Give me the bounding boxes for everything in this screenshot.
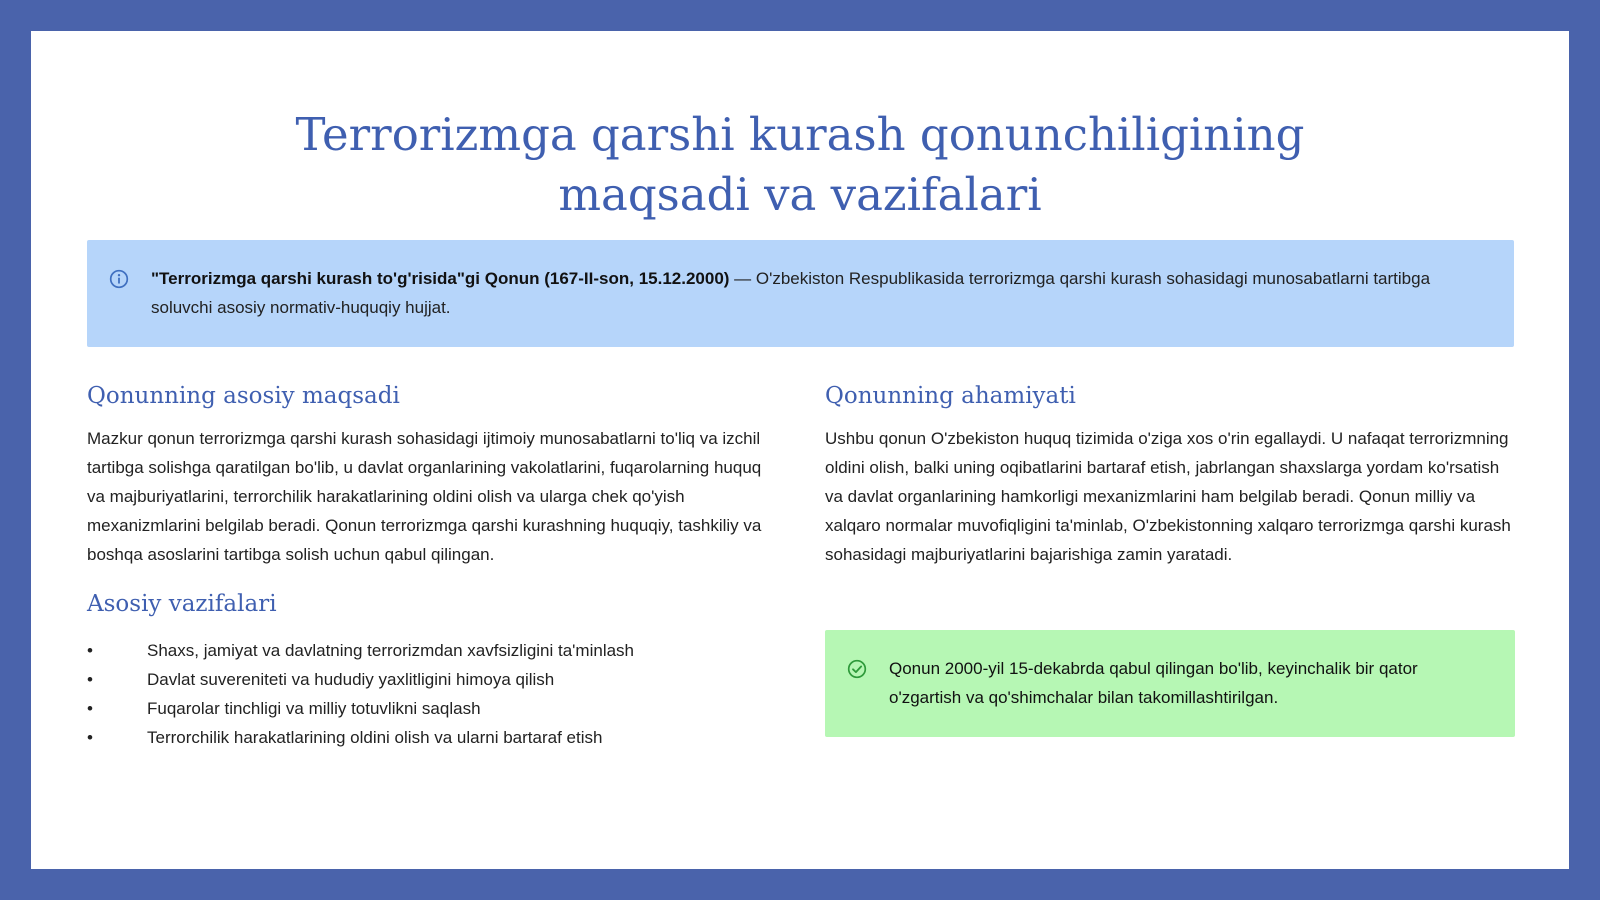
right-column [825,381,1515,569]
significance-paragraph: Ushbu qonun O'zbekiston huquq tizimida o'ziga xos o'rin egallaydi. U nafaqat terrorizmning oldini olish, balki uning oqibatlarini bartaraf etish, jabrlangan shaxslarga yordam ko'rsatish va davlat organlarining hamkorligi mexanizmlarini ham belgilab beradi. Qonun milliy va xalqaro normalar muvofiqligini ta'minlab, O'zbekistonning xalqaro terrorizmga qarshi kurash sohasidagi majburiyatlarini bajarishiga zamin yaratadi. [825,429,1511,564]
left-column [87,381,777,752]
bullet: • [87,641,93,660]
list-item [87,636,777,665]
bullet: • [87,728,93,747]
check-circle-icon [847,659,867,679]
list-item [87,665,777,694]
significance-heading: Qonunning ahamiyati [825,383,1076,409]
list-item-text: Terrorchilik harakatlarining oldini olish va ularni bartaraf etish [147,728,603,747]
success-callout-text: Qonun 2000-yil 15-dekabrda qabul qilingan bo'lib, keyinchalik bir qator o'zgartish va qo'shimchalar bilan takomillashtirilgan. [889,659,1418,707]
list-item-text: Fuqarolar tinchligi va milliy totuvlikni saqlash [147,699,481,718]
list-item [87,694,777,723]
info-callout [87,240,1514,347]
page-title [31,105,1569,225]
purpose-paragraph: Mazkur qonun terrorizmga qarshi kurash sohasidagi ijtimoiy munosabatlarni to'liq va izchil tartibga solishga qaratilgan bo'lib, u davlat organlarining vakolatlarini, fuqarolarning huquq va majburiyatlarini, terrorchilik harakatlarining oldini olish va ularga chek qo'yish mexanizmlarini belgilab beradi. Qonun terrorizmga qarshi kurashning huquqiy, tashkiliy va boshqa asoslarini tartibga solish uchun qabul qilingan. [87,429,762,564]
info-callout-bold: "Terrorizmga qarshi kurash to'g'risida"gi Qonun (167-II-son, 15.12.2000) [151,269,730,288]
slide [31,31,1569,869]
success-callout [825,630,1515,737]
title-line-2: maqsadi va vazifalari [558,168,1042,221]
list-item-text: Davlat suvereniteti va hududiy yaxlitligini himoya qilish [147,670,555,689]
tasks-list [87,636,777,752]
info-icon [109,269,129,289]
title-line-1: Terrorizmga qarshi kurash qonunchiligining [295,108,1305,161]
info-callout-text: — O'zbekiston Respublikasida terrorizmga qarshi kurash sohasidagi munosabatlarni tartibga soluvchi asosiy normativ-huquqiy hujjat. [151,269,1431,317]
bullet: • [87,699,93,718]
bullet: • [87,670,93,689]
list-item [87,723,777,752]
purpose-heading: Qonunning asosiy maqsadi [87,383,400,409]
list-item-text: Shaxs, jamiyat va davlatning terrorizmdan xavfsizligini ta'minlash [147,641,635,660]
tasks-heading: Asosiy vazifalari [87,591,277,617]
